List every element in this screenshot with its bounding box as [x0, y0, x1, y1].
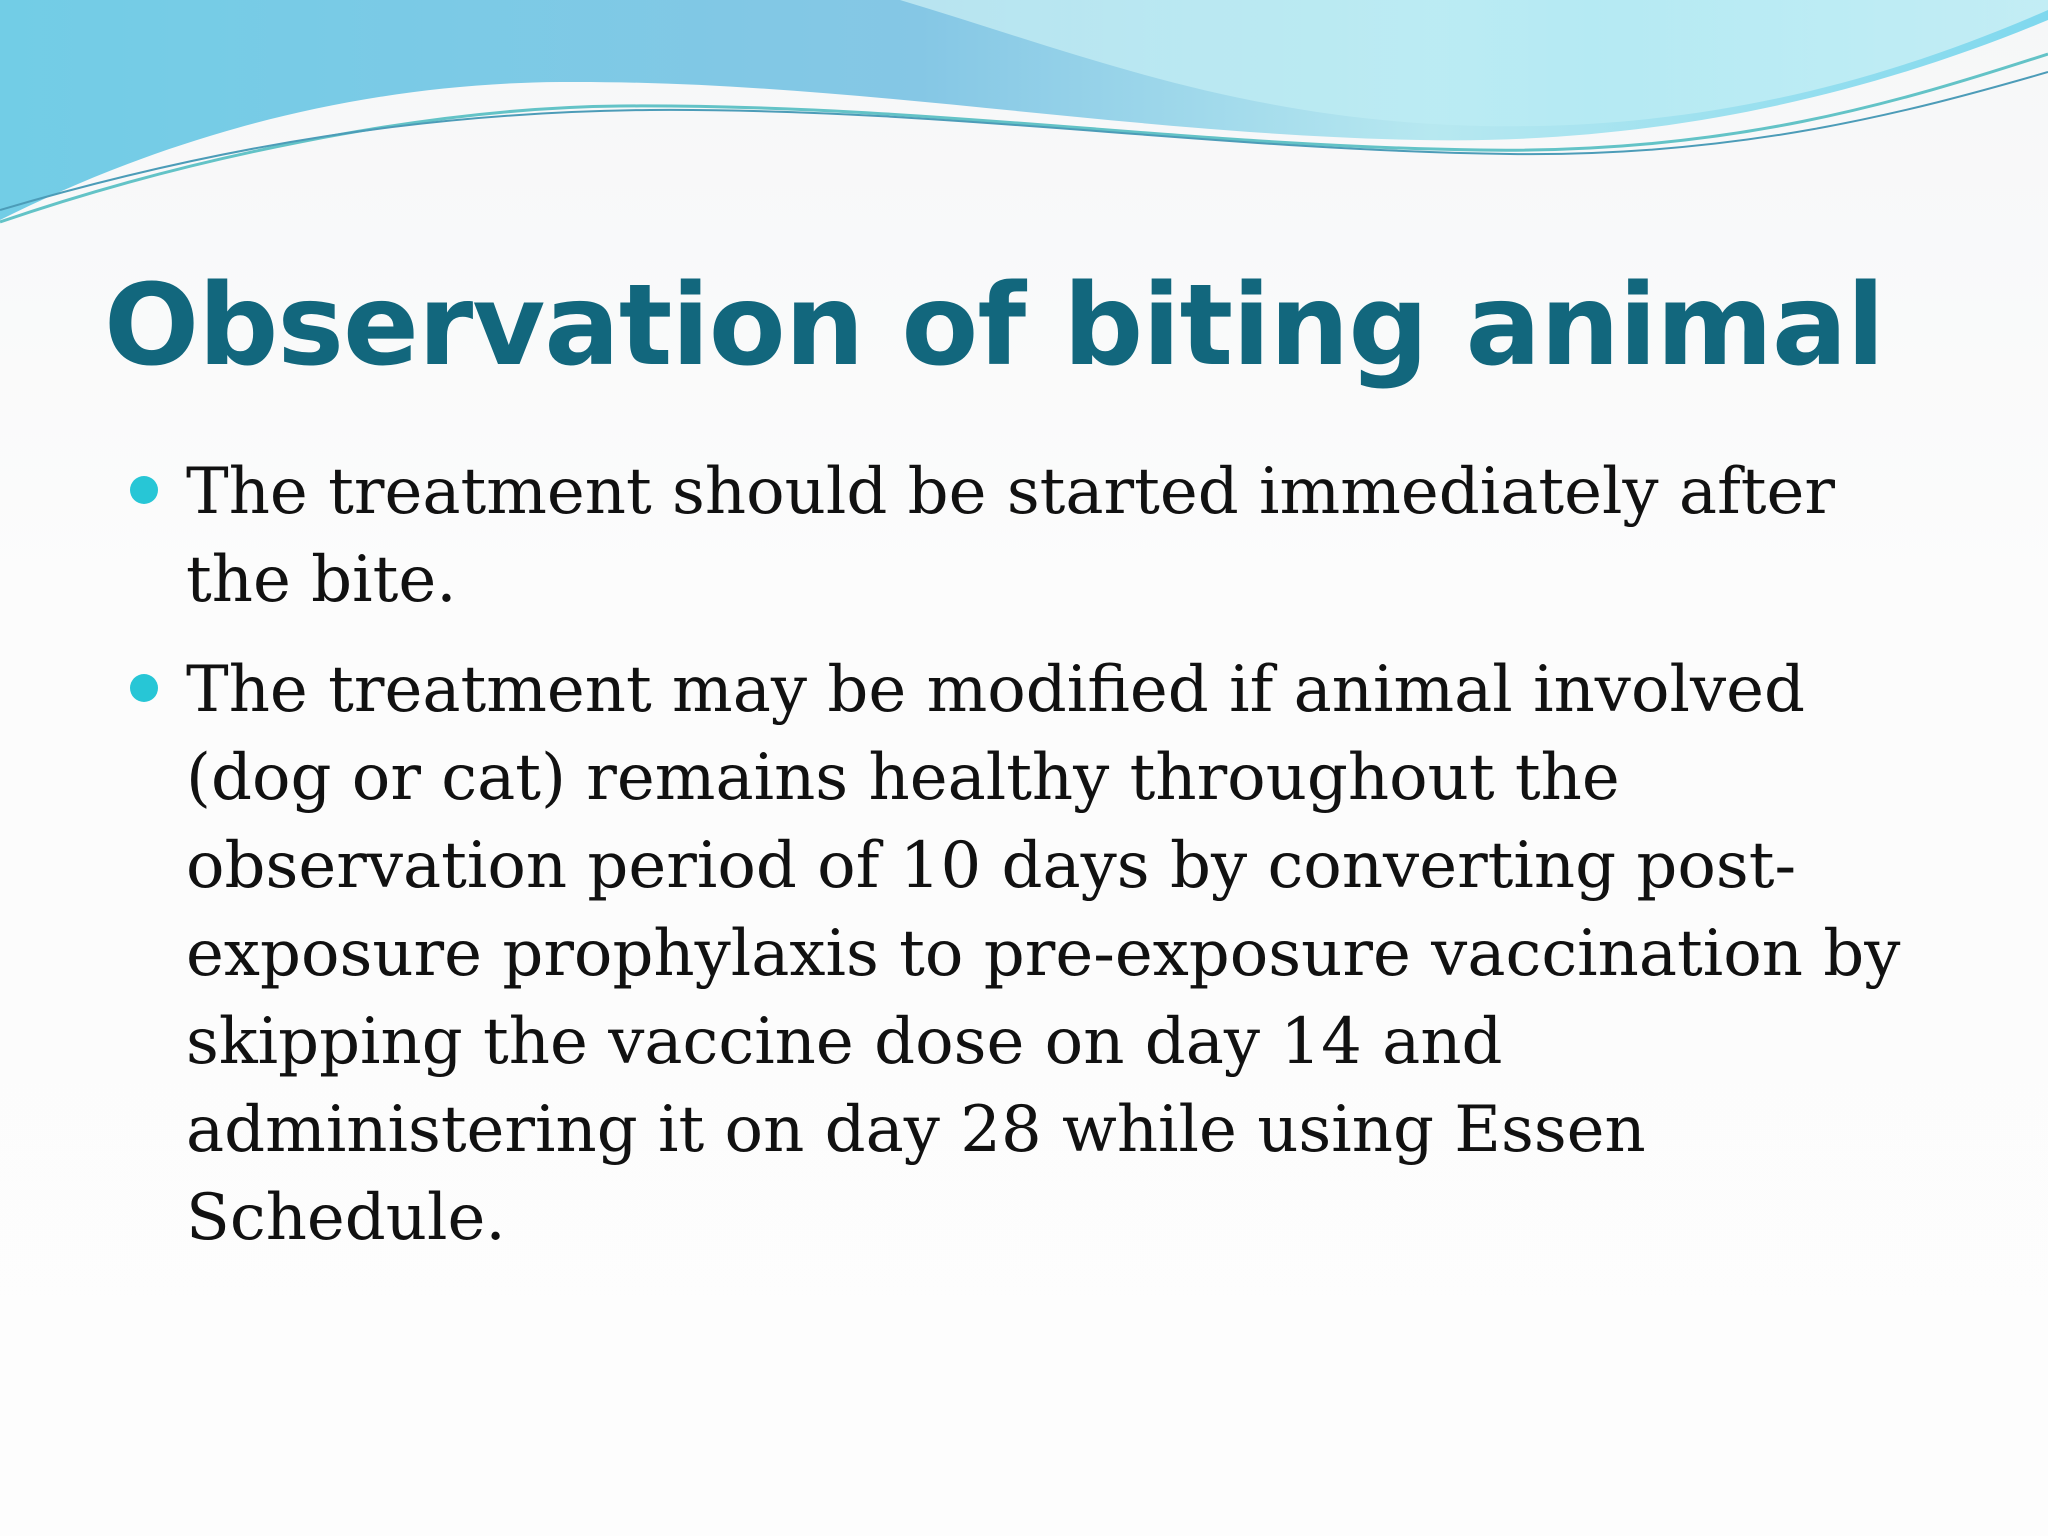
bullet-text: The treatment should be started immediately after the bite.	[186, 455, 1835, 617]
bullet-item	[130, 646, 1930, 1262]
bullet-item	[130, 448, 1930, 624]
bullet-text: The treatment may be modified if animal involved (dog or cat) remains healthy throughout the observation period of 10 days by converting post-exposure prophylaxis to pre-exposure vaccination by skipping the vaccine dose on day 14 and administering it on day 28 while using Essen Schedule.	[186, 653, 1901, 1255]
bullet-icon	[130, 674, 158, 702]
slide-title: Observation of biting animal	[104, 261, 1884, 391]
bullet-list	[130, 448, 1930, 1284]
bullet-icon	[130, 476, 158, 504]
header-wave-decoration	[0, 0, 2048, 240]
